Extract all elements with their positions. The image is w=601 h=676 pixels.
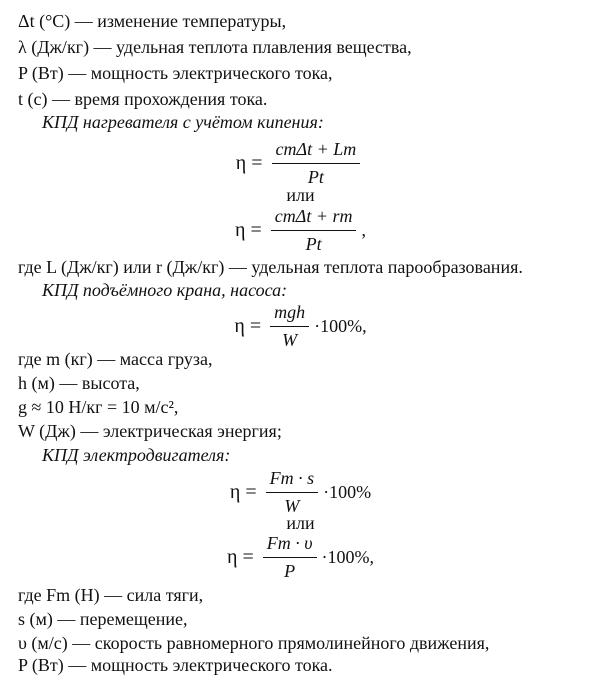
fraction-numerator: Fm · υ (263, 533, 317, 558)
formula-motor-v (0, 527, 601, 587)
formula-lhs: η = (226, 545, 254, 568)
fraction-numerator: Fm · s (266, 468, 319, 493)
line-power-1: P (Вт) — мощность электрического тока, (18, 63, 333, 83)
line-displacement: s (м) — перемещение, (18, 609, 188, 629)
fraction (266, 468, 319, 517)
line-gravity: g ≈ 10 Н/кг = 10 м/с², (18, 397, 179, 417)
formula-lhs: η = (235, 218, 262, 241)
line-latent-heat: где L (Дж/кг) или r (Дж/кг) — удельная теплота парообразования. (18, 257, 523, 277)
fraction (263, 533, 317, 582)
heading-heater-boiling: КПД нагревателя с учётом кипения: (42, 112, 324, 132)
formula-tail: , (361, 219, 366, 240)
fraction-denominator: W (282, 329, 298, 350)
formula-tail: ·100%, (321, 546, 374, 567)
line-height: h (м) — высота, (18, 373, 140, 393)
formula-tail: ·100% (323, 481, 372, 502)
formula-lhs: η = (234, 314, 262, 337)
fraction-denominator: W (284, 495, 300, 516)
fraction-denominator: Pt (307, 166, 324, 187)
fraction-denominator: P (284, 560, 296, 581)
line-energy: W (Дж) — электрическая энергия; (18, 421, 282, 441)
fraction-denominator: Pt (305, 233, 322, 254)
formula-crane (0, 296, 601, 356)
line-mass: где m (кг) — масса груза, (18, 349, 213, 369)
fraction-numerator: cmΔt + rm (271, 206, 357, 231)
line-time: t (с) — время прохождения тока. (18, 89, 268, 109)
line-delta-t: Δt (°С) — изменение температуры, (18, 11, 287, 31)
formula-lhs: η = (229, 480, 257, 503)
formula-heater-r (0, 200, 601, 260)
line-power-2: P (Вт) — мощность электрического тока. (18, 655, 333, 675)
line-velocity: υ (м/с) — скорость равномерного прямолинейного движения, (18, 633, 490, 653)
fraction (271, 206, 357, 255)
or-separator-1: или (286, 185, 315, 205)
heading-motor: КПД электродвигателя: (42, 445, 231, 465)
formula-lhs: η = (235, 151, 263, 174)
fraction-numerator: mgh (270, 302, 309, 327)
formula-tail: ·100%, (314, 315, 367, 336)
heading-crane-pump: КПД подъёмного крана, насоса: (42, 280, 288, 300)
fraction (272, 139, 361, 188)
line-lambda: λ (Дж/кг) — удельная теплота плавления вещества, (18, 37, 412, 57)
or-separator-2: или (286, 513, 315, 533)
fraction (270, 302, 309, 351)
line-force: где Fm (Н) — сила тяги, (18, 585, 204, 605)
fraction-numerator: cmΔt + Lm (272, 139, 361, 164)
